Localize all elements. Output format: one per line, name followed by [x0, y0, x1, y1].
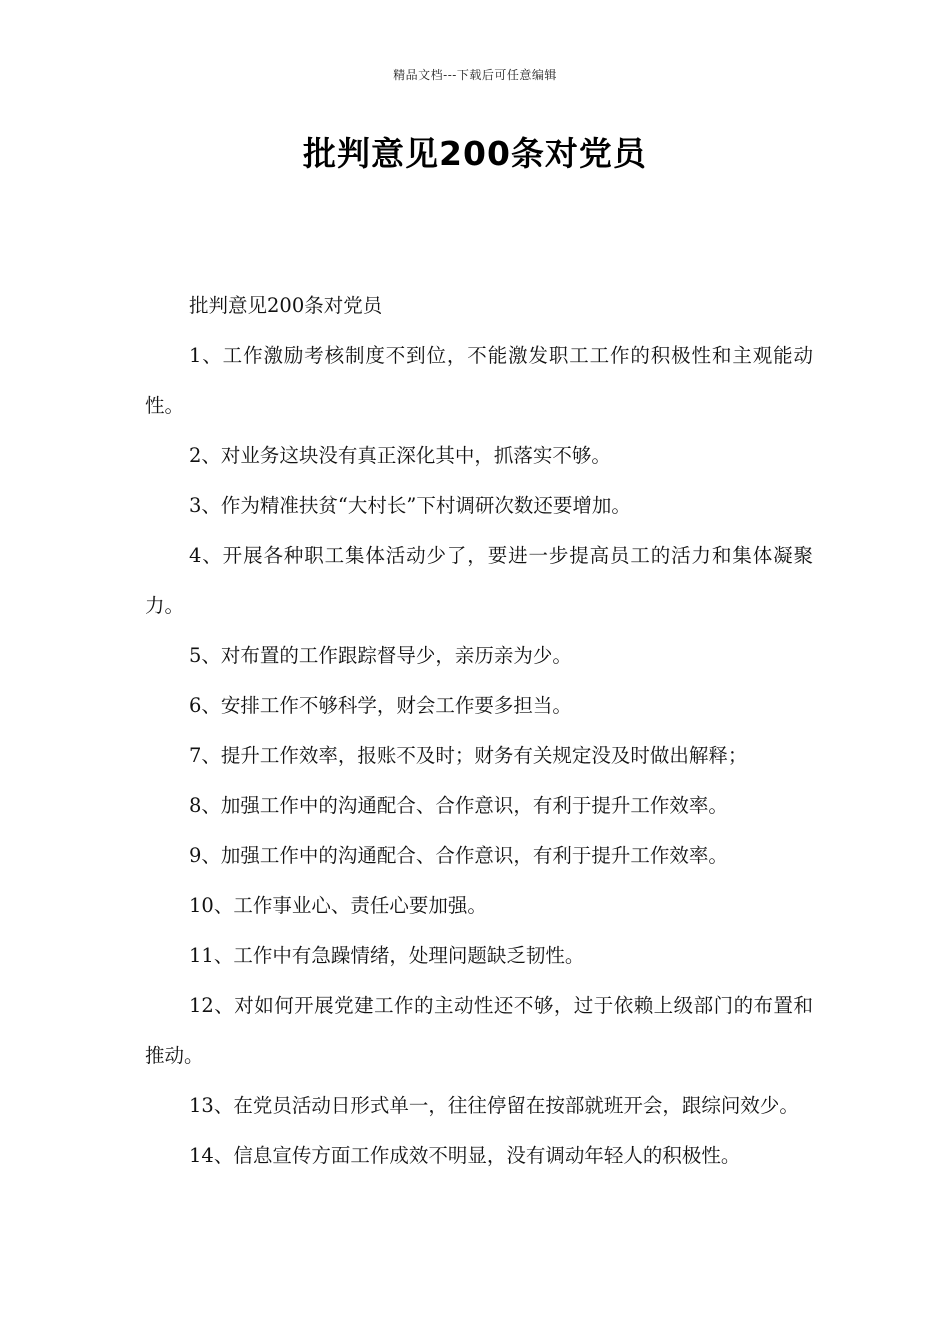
- paragraph-item-9: 9、加强工作中的沟通配合、合作意识，有利于提升工作效率。: [189, 844, 728, 867]
- paragraph-item-10: 10、工作事业心、责任心要加强。: [189, 894, 487, 917]
- document-body: [145, 281, 813, 1181]
- paragraph-item-14: 14、信息宣传方面工作成效不明显，没有调动年轻人的积极性。: [189, 1144, 741, 1167]
- paragraph-item-3: 3、作为精准扶贫“大村长”下村调研次数还要增加。: [189, 494, 631, 517]
- paragraph-item-6: 6、安排工作不够科学，财会工作要多担当。: [189, 694, 572, 717]
- document-title: 批判意见200条对党员: [303, 134, 647, 173]
- paragraph-item-13: 13、在党员活动日形式单一，往往停留在按部就班开会，跟综问效少。: [189, 1094, 799, 1117]
- header-note: 精品文档---下载后可任意编辑: [393, 68, 557, 82]
- paragraph-item-4: 4、开展各种职工集体活动少了，要进一步提高员工的活力和集体凝聚力。: [145, 544, 813, 617]
- paragraph-item-5: 5、对布置的工作跟踪督导少，亲历亲为少。: [189, 644, 572, 667]
- paragraph-item-1: 1、工作激励考核制度不到位，不能激发职工工作的积极性和主观能动性。: [145, 344, 813, 417]
- paragraph-item-7: 7、提升工作效率，报账不及时；财务有关规定没及时做出解释；: [189, 744, 748, 767]
- paragraph-item-11: 11、工作中有急躁情绪，处理问题缺乏韧性。: [189, 944, 585, 967]
- paragraph-subtitle: 批判意见200条对党员: [189, 294, 383, 317]
- paragraph-item-12: 12、对如何开展党建工作的主动性还不够，过于依赖上级部门的布置和推动。: [145, 994, 813, 1067]
- paragraph-item-8: 8、加强工作中的沟通配合、合作意识，有利于提升工作效率。: [189, 794, 728, 817]
- paragraph-item-2: 2、对业务这块没有真正深化其中，抓落实不够。: [189, 444, 611, 467]
